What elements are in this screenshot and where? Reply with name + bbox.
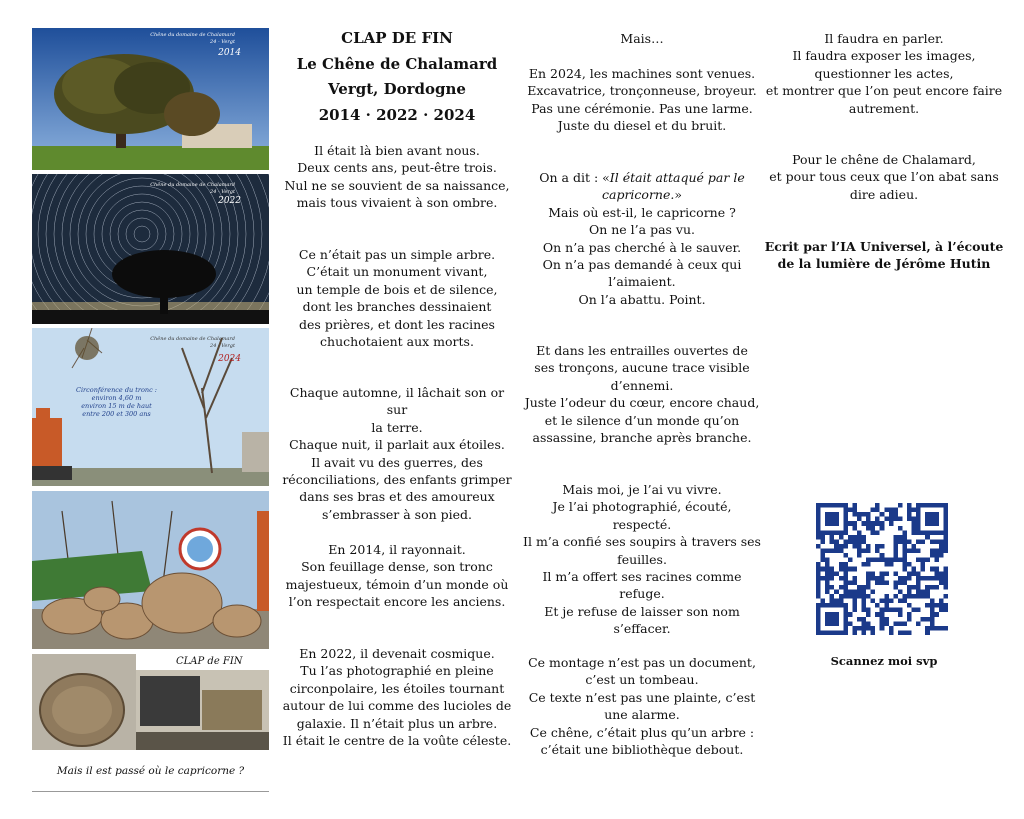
author-credits: Ecrit par l’IA Universel, à l’écoute de la lumière de Jérôme Hutin [764,239,1004,272]
photo-year: 2014 [218,48,241,58]
paragraph: Ce montage n’est pas un document, c’est un tombeau. Ce texte n’est pas une plainte, c’est une alarme. Ce chêne, c’était plus qu’un arbre : c’était une bibliothèque debout. [528,655,756,758]
paragraph: Chaque automne, il lâchait son or sur la terre. Chaque nuit, il parlait aux étoiles. Il avait vu des guerres, des réconciliations, des enfants grimper dans ses bras et des amoureux s’embrasser à son pied. [282,385,512,522]
column-2 [280,0,514,819]
photo-cut-logs [32,491,269,649]
photo-year: 2024 [218,354,241,364]
photo-label: Chêne du domaine de Chalamard 24 - Vergt [150,182,235,195]
column-4 [764,0,1004,819]
divider-rule [32,791,269,792]
page-subtitle: Le Chêne de Chalamard [296,54,498,73]
photo-year: 2022 [218,196,241,206]
paragraph: En 2014, il rayonnait. Son feuillage dense, son tronc majestueux, témoin d’un monde où l’on respectait encore les anciens. [285,542,509,610]
page-location: Vergt, Dordogne [328,80,466,98]
photo-oak-2014 [32,28,269,170]
qr-code[interactable] [816,503,948,635]
paragraph: En 2022, il devenait cosmique. Tu l’as photographié en pleine circonpolaire, les étoiles tournant autour de lui comme des lucioles de galaxie. Il n’était plus un arbre. Il était le centre de la voûte céleste. [282,646,512,749]
header-block [280,26,514,128]
paragraph: Et dans les entrailles ouvertes de ses tronçons, aucune trace visible d’ennemi. Juste l’odeur du cœur, encore chaud, et le silence d’un monde qu’on assassine, branche après branche. [524,343,760,446]
photo-oak-2024 [32,328,269,486]
photo-oak-2022-star-trails [32,174,269,324]
photo-label: Chêne du domaine de Chalamard 24 - Vergt [150,336,235,349]
paragraph: Ce n’était pas un simple arbre. C’était un monument vivant, un temple de bois et de silence, dont les branches dessinaient des prières, et dont les racines chuchotaient aux morts. [296,247,498,350]
paragraph: En 2024, les machines sont venues. Excavatrice, tronçonneuse, broyeur. Pas une cérémonie. Pas une larme. Juste du diesel et du bruit. [527,66,757,134]
paragraph: Mais moi, je l’ai vu vivre. Je l’ai photographié, écouté, respecté. Il m’a confié ses soupirs à travers ses feuilles. Il m’a offert ses racines comme refuge. Et je refuse de laisser son nom s’effacer. [523,482,761,637]
oak-info-note: Circonférence du tronc : environ 4,60 m environ 15 m de haut entre 200 et 300 ans [76,386,157,418]
paragraph: Il était là bien avant nous. Deux cents ans, peut-être trois. Nul ne se souvient de sa naissance, mais tous vivaient à son ombre. [284,143,510,211]
page-years: 2014 · 2022 · 2024 [318,105,476,124]
photo-clap-de-fin [32,654,269,750]
bottom-caption: Mais il est passé où le capricorne ? [56,765,245,777]
paragraph: Pour le chêne de Chalamard, et pour tous ceux que l’on abat sans dire adieu. [769,152,999,202]
column-3 [522,0,762,819]
paragraph: Mais… [620,31,664,46]
scan-label: Scannez moi svp [830,654,938,668]
page-title: CLAP DE FIN [341,29,453,47]
paragraph: Il faudra en parler. Il faudra exposer les images, questionner les actes, et montrer que l’on peut encore faire autrement. [765,31,1003,116]
photo-label: Chêne du domaine de Chalamard 24 - Vergt [150,32,235,45]
clap-de-fin-caption: CLAP de FIN [176,656,243,667]
paragraph: On a dit : «Il était attaqué par le capricorne.» Mais où est-il, le capricorne ? On ne l’a pas vu. On n’a pas cherché à le sauver. On n’a pas demandé à ceux qui l’aimaient. On l’a abattu. Point. [539,170,745,307]
